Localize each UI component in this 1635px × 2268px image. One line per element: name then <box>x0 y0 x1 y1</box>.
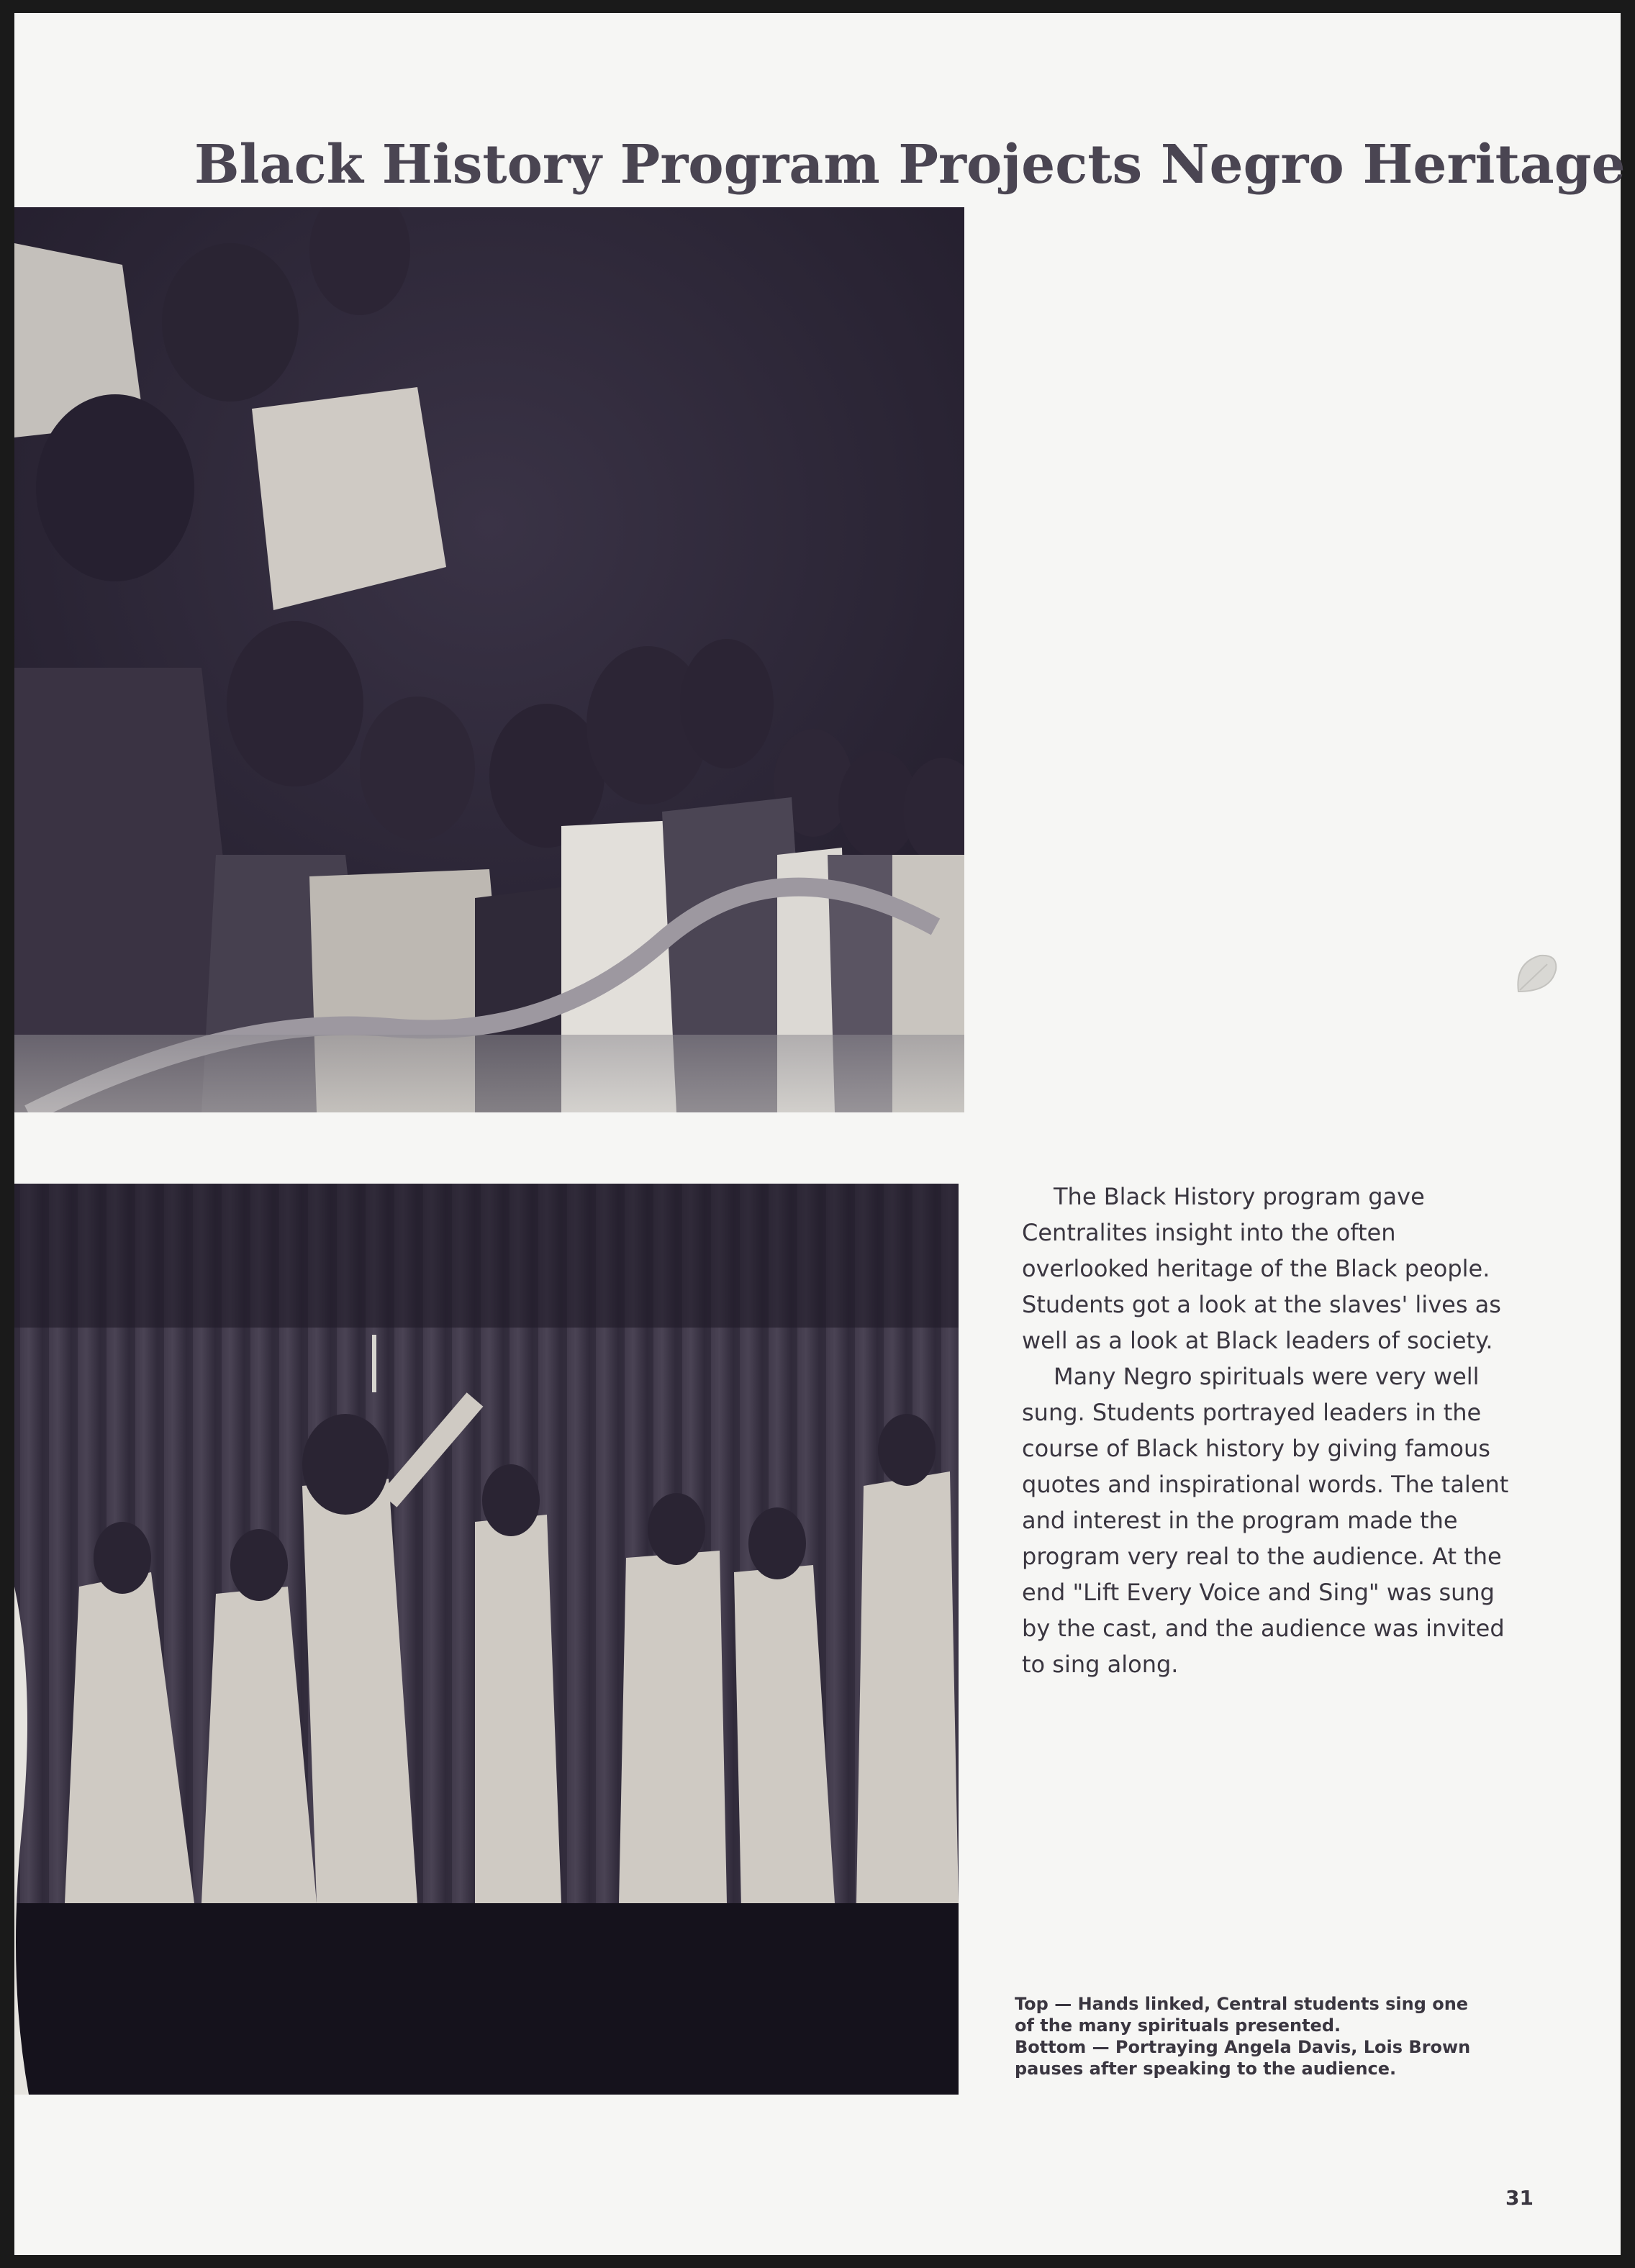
caption-bottom: Bottom — Portraying Angela Davis, Lois Brown pauses after speaking to the audience. <box>1015 2037 1471 2079</box>
yearbook-page <box>14 13 1626 2255</box>
choir-photo-illustration <box>14 207 964 1112</box>
article-body <box>1022 1179 1511 1682</box>
article-paragraph: The Black History program gave Centralites insight into the often overlooked heritage of the Black people. Students got a look at the slaves' lives as well as a look at Black leaders of society. <box>1022 1183 1501 1354</box>
bottom-photo <box>14 1184 959 2095</box>
article-paragraph: Many Negro spirituals were very well sung. Students portrayed leaders in the course of Black history by giving famous quotes and inspirational words. The talent and interest in the program made the program very real to the audience. At the end "Lift Every Voice and Sing" was sung by the cast, and the audience was invited to sing along. <box>1022 1363 1509 1678</box>
page-title: Black History Program Projects Negro Heritage <box>194 134 1626 196</box>
photo-caption <box>1015 1993 1490 2079</box>
top-photo <box>14 207 964 1112</box>
stage-photo-illustration <box>14 1184 959 2095</box>
page-number: 31 <box>1505 2186 1534 2210</box>
leaf-watermark-icon <box>1511 948 1562 999</box>
caption-top: Top — Hands linked, Central students sing one of the many spirituals presented. <box>1015 1994 1469 2036</box>
